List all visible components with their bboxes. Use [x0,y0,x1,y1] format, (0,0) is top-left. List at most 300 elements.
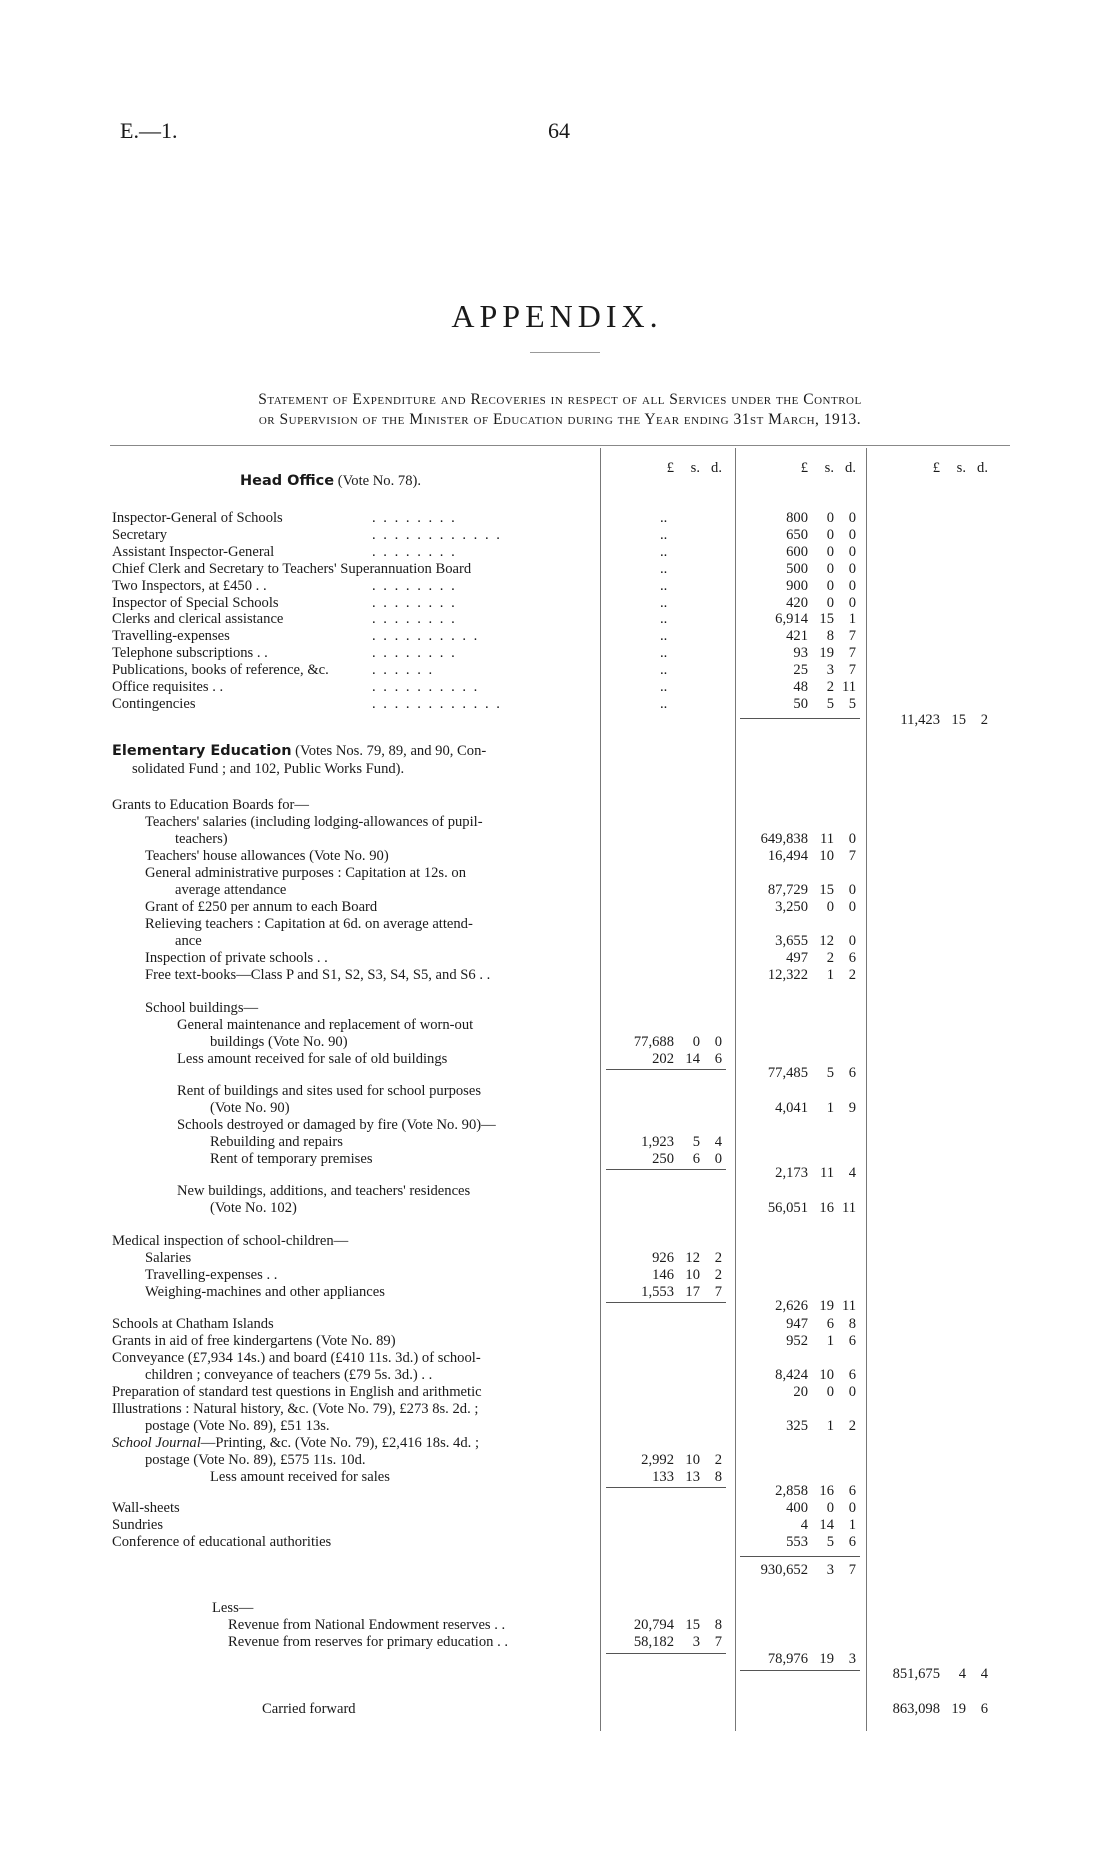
shillings: 19 [819,645,834,662]
shillings: 0 [826,594,834,611]
new-buildings-item: New buildings, additions, and teachers' residences [177,1183,471,1199]
shillings: 19 [819,1298,834,1314]
statement-title [110,390,1010,430]
pence: 0 [848,577,856,594]
shillings: 0 [826,526,834,543]
conference-amount [738,1534,856,1550]
pence: 0 [714,1151,722,1167]
revenue-national-endowment: Revenue from National Endowment reserves . . [228,1617,506,1633]
school-journal-item-cont: postage (Vote No. 89), £575 11s. 10d. [145,1452,366,1468]
empty-cell-marker: .. [660,510,668,526]
new-buildings-item-cont: (Vote No. 102) [210,1200,297,1216]
head-office-amount [738,645,856,661]
pounds: 20,794 [633,1617,674,1633]
pence: 0 [848,933,856,949]
shillings: 6 [826,1316,834,1332]
head-office-label: Head Office [240,473,335,489]
pounds: 2,626 [775,1298,808,1314]
grant-amount [738,899,856,915]
pence: 2 [848,1418,856,1434]
pounds: 78,976 [767,1651,808,1667]
leader-dots: . . . . . . . . [372,577,457,594]
pounds: 11,423 [900,712,940,728]
total-rule [740,718,860,719]
title-rule [530,352,600,353]
shillings: 0 [826,577,834,594]
school-journal-item [112,1435,479,1451]
total-rule [740,1556,860,1557]
medical-travel-amount [604,1267,722,1283]
column-divider-1 [600,448,601,1731]
leader-dots: . . . . . . . . . . . . [372,695,502,712]
medical-heading: Medical inspection of school-children— [112,1233,349,1249]
pence: 6 [714,1051,722,1067]
shillings: 4 [958,1666,966,1682]
pence: 6 [848,1065,856,1081]
shillings: 5 [826,1534,834,1550]
grant-amount [738,933,856,949]
head-office-amount [738,679,856,695]
pounds: 2,992 [641,1452,674,1468]
shillings: 11 [819,1165,834,1181]
empty-cell-marker: .. [660,577,668,594]
shillings: 0 [692,1034,700,1050]
pence: 2 [714,1250,722,1266]
shillings: 3 [826,1562,834,1578]
pounds: 497 [786,950,808,966]
appendix-title: APPENDIX. [451,298,663,334]
pence: 5 [848,695,856,712]
shillings: 15 [819,882,834,898]
head-office-amount [738,527,856,543]
head-office-item: Contingencies [112,695,196,712]
elementary-votes-cont: solidated Fund ; and 102, Public Works Fund). [132,761,405,777]
pence: 6 [848,950,856,966]
rent-amount [738,1100,856,1116]
pounds: 900 [786,577,808,594]
pounds: 146 [652,1267,674,1283]
head-office-amount [738,628,856,644]
pounds: 930,652 [760,1562,808,1578]
maintenance-net [738,1065,856,1081]
school-journal-amount [604,1452,722,1468]
column-header-pound: £ [666,460,674,476]
pence: 0 [848,831,856,847]
pence: 11 [841,1200,856,1216]
shillings: 5 [826,1065,834,1081]
shillings: 0 [826,1500,834,1516]
shillings: 12 [819,933,834,949]
empty-cell-marker: .. [660,594,668,611]
pounds: 863,098 [892,1701,940,1717]
medical-salaries: Salaries [145,1250,192,1266]
pounds: 56,051 [767,1200,808,1216]
total-rule [606,1653,726,1654]
illustrations-amount [738,1418,856,1434]
shillings: 1 [826,1100,834,1116]
shillings: 6 [692,1151,700,1167]
less-old-buildings: Less amount received for sale of old buildings [177,1051,448,1067]
page-ref: E.—1. [120,118,178,143]
statement-line-1: Statement of Expenditure and Recoveries in respect of all Services under the Control [258,391,862,408]
shillings: 16 [819,1483,834,1499]
pence: 0 [848,1500,856,1516]
shillings: 15 [819,611,834,628]
shillings: 10 [685,1267,700,1283]
chatham-amount [738,1316,856,1332]
head-office-amount [738,578,856,594]
shillings: 14 [685,1051,700,1067]
column-header-pound: £ [800,460,808,476]
pounds: 851,675 [892,1666,940,1682]
pence: 0 [714,1034,722,1050]
grant-item: Grant of £250 per annum to each Board [145,899,378,915]
leader-dots: . . . . . . . . [372,594,457,611]
school-journal-desc: —Printing, &c. (Vote No. 79), £2,416 18s. 4d. ; [200,1435,480,1451]
pounds: 25 [793,662,808,679]
less-heading: Less— [212,1600,254,1616]
rent-item: Rent of buildings and sites used for school purposes [177,1083,482,1099]
leader-dots: . . . . . . . . [372,611,457,628]
head-office-item: Inspector of Special Schools [112,594,279,611]
elementary-label: Elementary Education [112,743,292,759]
empty-cell-marker: .. [660,662,668,679]
head-office-item: Clerks and clerical assistance [112,611,284,628]
kindergarten-amount [738,1333,856,1349]
shillings: 0 [826,899,834,915]
shillings: 8 [826,628,834,645]
pence: 6 [980,1701,988,1717]
fire-heading: Schools destroyed or damaged by fire (Vote No. 90)— [177,1117,496,1133]
pence: 0 [848,560,856,577]
illustrations-item: Illustrations : Natural history, &c. (Vote No. 79), £273 8s. 2d. ; [112,1401,479,1417]
head-office-item: Two Inspectors, at £450 . . [112,577,267,594]
pence: 3 [848,1651,856,1667]
medical-weighing: Weighing-machines and other appliances [145,1284,385,1300]
pence: 6 [848,1534,856,1550]
pounds: 12,322 [767,967,808,983]
test-questions-item: Preparation of standard test questions in English and arithmetic [112,1384,482,1400]
medical-salaries-amount [604,1250,722,1266]
pounds: 600 [786,543,808,560]
grant-item-cont: teachers) [175,831,228,847]
shillings: 5 [826,695,834,712]
head-office-item: Office requisites . . [112,679,224,695]
pounds: 3,655 [775,933,808,949]
head-office-item: Chief Clerk and Secretary to Teachers' Superannuation Board [112,560,472,577]
medical-travel: Travelling-expenses . . [145,1267,278,1283]
pounds: 1,553 [641,1284,674,1300]
total-rule [740,1670,860,1671]
head-office-total [870,712,988,728]
head-office-item: Assistant Inspector-General [112,543,275,560]
pounds: 4 [800,1517,808,1533]
empty-cell-marker: .. [660,560,668,577]
pence: 7 [714,1284,722,1300]
column-header-s: s. [824,460,834,476]
total-rule [606,1169,726,1170]
pence: 6 [848,1483,856,1499]
pence: 7 [848,628,856,645]
pounds: 947 [786,1316,808,1332]
leader-dots: . . . . . . . . . . . . [372,526,502,543]
head-office-vote: (Vote No. 78). [337,473,421,489]
pounds: 650 [786,526,808,543]
head-office-item: Travelling-expenses [112,628,230,645]
grant-item-cont: average attendance [175,882,287,898]
total-rule [606,1302,726,1303]
shillings: 12 [685,1250,700,1266]
pence: 7 [848,848,856,864]
pounds: 58,182 [633,1634,674,1650]
pence: 6 [848,1333,856,1349]
pounds: 1,923 [641,1134,674,1150]
school-journal-less-amount [604,1469,722,1485]
pence: 7 [848,645,856,662]
pence: 8 [714,1469,722,1485]
pence: 0 [848,510,856,526]
shillings: 1 [826,967,834,983]
school-journal-net [738,1483,856,1499]
revenue-primary-education: Revenue from reserves for primary education . . [228,1634,509,1650]
grant-item: Relieving teachers : Capitation at 6d. on average attend- [145,916,473,932]
pence: 8 [714,1617,722,1633]
leader-dots: . . . . . . . . [372,543,457,560]
column-divider-3 [866,448,867,1731]
buildings-heading: School buildings— [145,1000,259,1016]
leader-dots: . . . . . . . . . . [372,679,480,695]
head-office-amount [738,696,856,712]
revenue-total [738,1651,856,1667]
pounds: 500 [786,560,808,577]
pounds: 325 [786,1418,808,1434]
shillings: 10 [819,848,834,864]
pounds: 202 [652,1051,674,1067]
pounds: 649,838 [760,831,808,847]
pence: 4 [980,1666,988,1682]
pence: 9 [848,1100,856,1116]
shillings: 10 [819,1367,834,1383]
sundries-amount [738,1517,856,1533]
carried-forward-total [870,1701,988,1717]
pence: 6 [848,1367,856,1383]
column-header-b [604,460,722,477]
rent-item-cont: (Vote No. 90) [210,1100,290,1116]
illustrations-item-cont: postage (Vote No. 89), £51 13s. [145,1418,330,1434]
head-office-amount [738,561,856,577]
pence: 11 [841,1298,856,1314]
carried-forward-label: Carried forward [262,1701,356,1717]
grant-item: Teachers' house allowances (Vote No. 90) [145,848,389,864]
grant-amount [738,831,856,847]
head-office-amount [738,544,856,560]
pence: 7 [848,662,856,679]
conveyance-amount [738,1367,856,1383]
head-office-amount [738,662,856,678]
grant-amount [738,967,856,983]
shillings: 0 [826,510,834,526]
temp-premises-amount [604,1151,722,1167]
shillings: 17 [685,1284,700,1300]
grants-heading: Grants to Education Boards for— [112,797,309,813]
pence: 1 [848,1517,856,1533]
total-rule [606,1069,726,1070]
kindergarten-item: Grants in aid of free kindergartens (Vote No. 89) [112,1333,396,1349]
pence: 0 [848,526,856,543]
head-office-item: Publications, books of reference, &c. [112,662,329,679]
column-divider-2 [735,448,736,1731]
shillings: 15 [951,712,966,728]
revenue-primary-education-amount [604,1634,722,1650]
head-office-item: Inspector-General of Schools [112,510,283,526]
less-old-buildings-amount [604,1051,722,1067]
pence: 0 [848,882,856,898]
rebuild-amount [604,1134,722,1150]
empty-cell-marker: .. [660,526,668,543]
column-header-pound: £ [932,460,940,476]
empty-cell-marker: .. [660,611,668,628]
head-office-amount [738,595,856,611]
pounds: 421 [786,628,808,645]
grant-item: General administrative purposes : Capitation at 12s. on [145,865,466,881]
grant-item: Free text-books—Class P and S1, S2, S3, S4, S5, and S6 . . [145,967,491,983]
table-top-rule [110,445,1010,446]
empty-cell-marker: .. [660,695,668,712]
test-questions-amount [738,1384,856,1400]
head-office-title [240,473,421,490]
empty-cell-marker: .. [660,679,668,695]
elementary-title [112,743,486,760]
pounds: 77,688 [633,1034,674,1050]
head-office-item: Secretary [112,526,168,543]
pounds: 3,250 [775,899,808,915]
shillings: 0 [826,543,834,560]
elementary-subtotal [738,1562,856,1578]
wall-sheets-amount [738,1500,856,1516]
pence: 8 [848,1316,856,1332]
pence: 2 [714,1452,722,1468]
conveyance-item-cont: children ; conveyance of teachers (£79 5s. 3d.) . . [145,1367,433,1383]
rebuild-item: Rebuilding and repairs [210,1134,343,1150]
pounds: 2,858 [775,1483,808,1499]
shillings: 5 [692,1134,700,1150]
sundries-item: Sundries [112,1517,164,1533]
column-header-d: d. [845,460,856,476]
maintenance-item: General maintenance and replacement of worn-out [177,1017,474,1033]
maintenance-amount [604,1034,722,1050]
grant-item: Teachers' salaries (including lodging-allowances of pupil- [145,814,483,830]
pounds: 4,041 [775,1100,808,1116]
revenue-national-endowment-amount [604,1617,722,1633]
head-office-amount [738,611,856,627]
pounds: 952 [786,1333,808,1349]
shillings: 1 [826,1418,834,1434]
pence: 11 [841,679,856,695]
leader-dots: . . . . . . . . [372,645,457,662]
pence: 2 [848,967,856,983]
shillings: 19 [819,1651,834,1667]
pounds: 800 [786,510,808,526]
pounds: 133 [652,1469,674,1485]
leader-dots: . . . . . . . . [372,510,457,526]
leader-dots: . . . . . . [372,662,435,679]
pounds: 2,173 [775,1165,808,1181]
pence: 0 [848,543,856,560]
shillings: 10 [685,1452,700,1468]
shillings: 14 [819,1517,834,1533]
fire-total [738,1165,856,1181]
column-header-d [870,460,988,477]
pounds: 77,485 [767,1065,808,1081]
column-header-d: d. [977,460,988,476]
page-number: 64 [548,118,570,143]
conveyance-item: Conveyance (£7,934 14s.) and board (£410 11s. 3d.) of school- [112,1350,481,1366]
medical-weighing-amount [604,1284,722,1300]
pounds: 8,424 [775,1367,808,1383]
pounds: 6,914 [775,611,808,628]
pounds: 87,729 [767,882,808,898]
head-office-amount [738,510,856,526]
shillings: 15 [685,1617,700,1633]
shillings: 1 [826,1333,834,1349]
new-buildings-amount [738,1200,856,1216]
leader-dots: . . . . . . . . . . [372,628,480,645]
medical-total [738,1298,856,1314]
grant-amount [738,882,856,898]
pence: 2 [980,712,988,728]
wall-sheets-item: Wall-sheets [112,1500,180,1516]
maintenance-item-cont: buildings (Vote No. 90) [210,1034,348,1050]
grant-amount [738,848,856,864]
pence: 0 [848,899,856,915]
shillings: 0 [826,560,834,577]
shillings: 16 [819,1200,834,1216]
pounds: 400 [786,1500,808,1516]
column-header-d: d. [711,460,722,476]
elementary-net-total [870,1666,988,1682]
pence: 0 [848,594,856,611]
pounds: 420 [786,594,808,611]
grant-item-cont: ance [175,933,202,949]
pence: 1 [848,611,856,628]
empty-cell-marker: .. [660,628,668,645]
column-header-c [738,460,856,477]
empty-cell-marker: .. [660,543,668,560]
school-journal-title: School Journal [112,1435,201,1451]
pence: 7 [714,1634,722,1650]
pounds: 50 [793,695,808,712]
head-office-item: Telephone subscriptions . . [112,645,268,662]
grant-amount [738,950,856,966]
pence: 4 [848,1165,856,1181]
shillings: 19 [951,1701,966,1717]
pence: 7 [848,1562,856,1578]
shillings: 2 [826,679,834,695]
pounds: 553 [786,1534,808,1550]
pounds: 250 [652,1151,674,1167]
shillings: 2 [826,950,834,966]
shillings: 11 [819,831,834,847]
pence: 4 [714,1134,722,1150]
statement-line-2: or Supervision of the Minister of Education during the Year ending 31st March, 1913. [258,411,862,428]
total-rule [606,1487,726,1488]
empty-cell-marker: .. [660,645,668,662]
grant-item: Inspection of private schools . . [145,950,328,966]
shillings: 13 [685,1469,700,1485]
pence: 0 [848,1384,856,1400]
shillings: 3 [826,662,834,679]
shillings: 3 [692,1634,700,1650]
